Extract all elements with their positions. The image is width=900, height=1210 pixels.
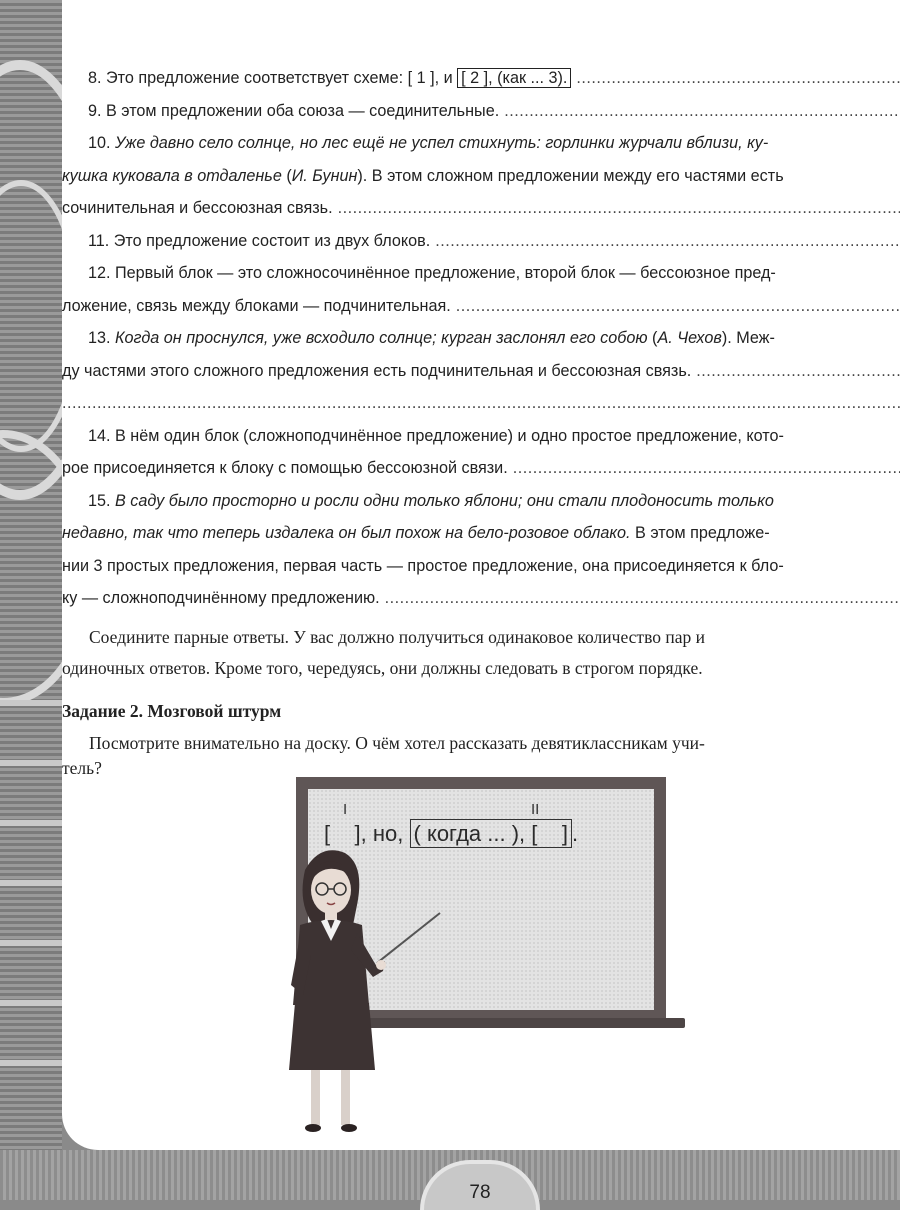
statement-text: В саду было просторно и росли одни только яблони; они стали плодоносить только [115,491,774,510]
statement-9 [62,95,900,128]
decorative-left-border [0,0,62,1200]
statement-14 [62,420,900,485]
statement-line [62,290,900,323]
statement-text: сочинительная и бессоюзная связь. [62,199,333,217]
scheme-label-2: II [531,801,540,818]
statement-text: ( [647,329,658,347]
instruction-line-2: одиночных ответов. Кроме того, чередуясь, они должны следовать в строгом порядке. [62,657,703,678]
statement-text: рое присоединяется к блоку с помощью бессоюзной связи. [62,459,508,477]
statement-text: 10. [88,134,116,152]
statement-text: ). В этом сложном предложении между его частями есть [357,166,784,185]
scheme-boxed-block: ( когда ... ), [ ] [410,819,572,848]
statement-text: 13. [88,329,116,347]
statement-line [62,225,900,258]
page-content [62,62,900,781]
statement-text: Уже давно село солнце, но лес ещё не успел стихнуть: горлинки журчали вблизи, ку- [115,134,769,152]
scheme-box: [ 2 ], (как ... 3). [457,68,571,88]
statement-line [62,550,900,583]
teacher-illustration [265,845,465,1135]
statement-line [62,257,900,290]
scheme-part-1: [ ], но, [324,821,410,846]
statement-text: А. Чехов [657,329,722,347]
statement-line [62,420,900,453]
statement-8 [62,62,900,95]
task-2-prompt-line-2: тель? [62,757,102,778]
statement-text: ложение, связь между блоками — подчинительная. [62,296,451,315]
statement-text: 15. [88,491,116,510]
task-2-prompt-line-1: Посмотрите внимательно на доску. О чём хотел рассказать девятиклассникам учи- [89,732,705,753]
statement-line [62,127,900,160]
statement-11 [62,225,900,258]
statement-line [62,517,900,550]
statement-line [62,160,900,193]
statement-text: ( [281,166,292,185]
statement-line [62,355,900,388]
statement-line [62,452,900,485]
statement-10 [62,127,900,225]
instruction-line-1: Соедините парные ответы. У вас должно получиться одинаковое количество пар и [89,626,705,647]
statement-text: 14. В нём один блок (сложноподчинённое предложение) и одно простое предложение, кото- [88,426,784,445]
statement-line [62,62,900,95]
statement-text: ку — сложноподчинённому предложению. [62,589,380,607]
statement-text: нии 3 простых предложения, первая часть — простое предложение, она присоединяется к бло- [62,556,784,575]
statement-text: 9. В этом предложении оба союза — соединительные. [88,101,500,120]
sentence-scheme [324,821,578,847]
statement-line [62,322,900,355]
statement-12 [62,257,900,322]
statement-text: 11. Это предложение состоит из двух блоков. [88,231,431,250]
scheme-end: . [571,821,579,846]
task-2-heading: Задание 2. Мозговой штурм [62,700,282,721]
statement-line [62,387,900,420]
statement-line [62,95,900,128]
statement-text: В этом предложе- [630,524,770,542]
statement-text: ду частями этого сложного предложения есть подчинительная и бессоюзная связь. [62,361,692,380]
statement-text: Когда он проснулся, уже всходило солнце; курган заслонял его собою [115,329,648,347]
statement-text: ). Меж- [721,329,775,347]
statement-line [62,582,900,615]
statement-text: И. Бунин [291,166,358,185]
page-number: 78 [469,1182,491,1203]
statement-text: 8. Это предложение соответствует схеме: [ 1 ], и [88,69,458,87]
statement-list [62,62,900,615]
statement-text: недавно, так что теперь издалека он был похож на бело-розовое облако. [62,524,631,542]
statement-text: 12. Первый блок — это сложносочинённое предложение, второй блок — бессоюзное пред- [88,264,776,282]
statement-line [62,192,900,225]
statement-line [62,485,900,518]
statement-13 [62,322,900,420]
statement-15 [62,485,900,615]
scheme-label-1: I [343,801,348,818]
statement-text: кушка куковала в отдаленье [62,166,282,185]
